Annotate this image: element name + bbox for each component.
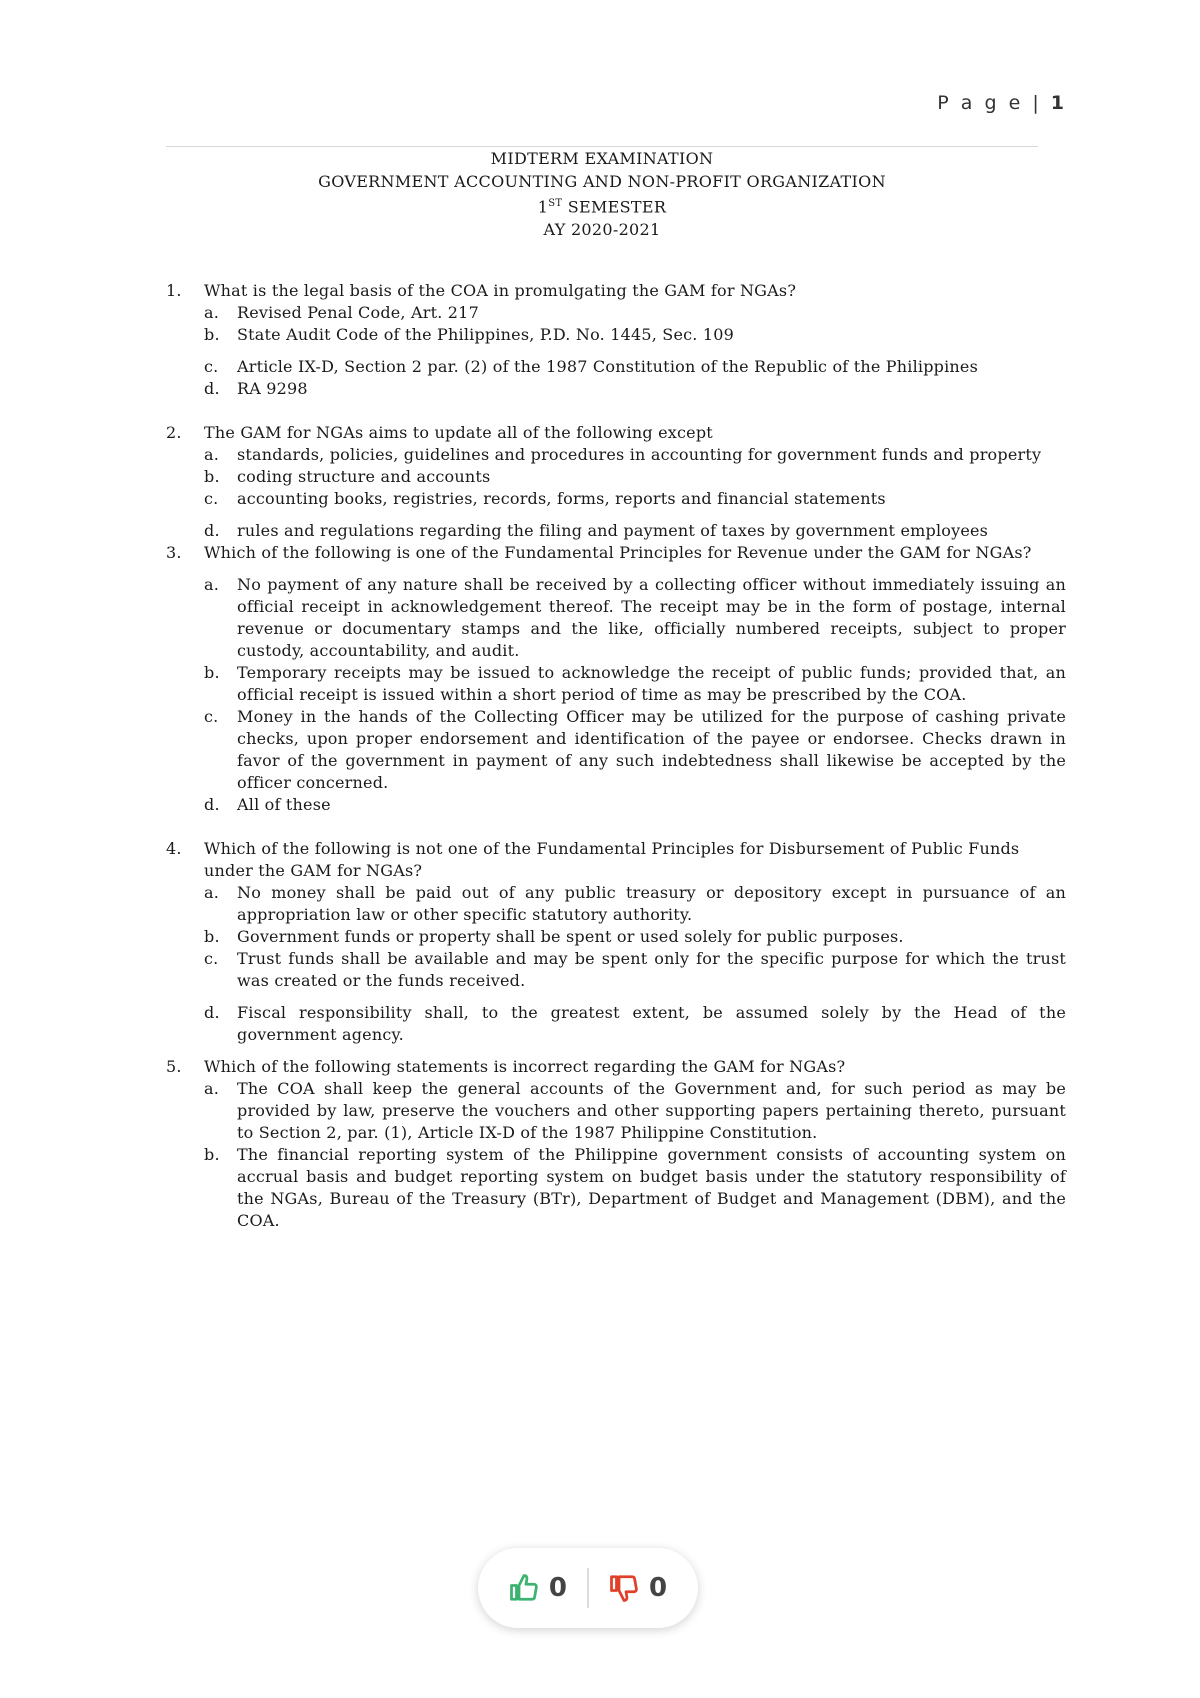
option-text: Fiscal responsibility shall, to the greatest extent, be assumed solely by the Head of the government agency. xyxy=(237,1003,1066,1044)
question-number: 1. xyxy=(166,281,182,300)
option-letter: a. xyxy=(204,303,220,322)
option-text: accounting books, registries, records, forms, reports and financial statements xyxy=(237,489,886,508)
option-text: Article IX-D, Section 2 par. (2) of the 1987 Constitution of the Republic of the Philippines xyxy=(237,357,979,376)
spacer xyxy=(166,400,1066,422)
option-a xyxy=(204,574,1066,662)
option-letter: a. xyxy=(204,575,220,594)
option-a xyxy=(204,1078,1066,1144)
spacer xyxy=(204,992,1066,1002)
option-text: All of these xyxy=(237,795,331,814)
option-b xyxy=(204,662,1066,706)
question-number: 4. xyxy=(166,839,182,858)
option-letter: d. xyxy=(204,795,220,814)
option-c xyxy=(204,356,1066,378)
like-count: 0 xyxy=(548,1573,567,1603)
semester-num: 1 xyxy=(537,197,549,217)
option-letter: b. xyxy=(204,325,220,344)
page-label: P a g e xyxy=(937,92,1024,114)
question-4 xyxy=(166,838,1066,1046)
option-letter: c. xyxy=(204,949,219,968)
option-text: rules and regulations regarding the filing and payment of taxes by government employees xyxy=(237,521,989,540)
option-b xyxy=(204,324,1066,346)
option-letter: a. xyxy=(204,1079,220,1098)
option-letter: a. xyxy=(204,883,220,902)
option-a xyxy=(204,444,1066,466)
page-number: P a g e | 1 xyxy=(937,92,1064,114)
semester-label: SEMESTER xyxy=(562,197,667,217)
option-text: standards, policies, guidelines and procedures in accounting for government funds and property xyxy=(237,445,1042,464)
option-letter: d. xyxy=(204,521,220,540)
exam-header xyxy=(166,148,1038,241)
page-number-value: 1 xyxy=(1050,92,1064,114)
option-letter: b. xyxy=(204,1145,220,1164)
option-text: Temporary receipts may be issued to acknowledge the receipt of public funds; provided that, an official receipt is issued within a short period of time as may be prescribed by the COA. xyxy=(237,663,1066,704)
option-letter: d. xyxy=(204,1003,220,1022)
thumbs-up-icon xyxy=(509,1573,539,1603)
question-text: Which of the following statements is incorrect regarding the GAM for NGAs? xyxy=(204,1057,846,1076)
option-text: The financial reporting system of the Philippine government consists of accounting system on accrual basis and budget reporting system on budget basis under the statutory responsibility of the NGAs, Bureau of the Treasury (BTr), Department of Budget and Management (DBM), and the COA. xyxy=(237,1145,1066,1230)
spacer xyxy=(204,346,1066,356)
option-b xyxy=(204,1144,1066,1232)
question-text: The GAM for NGAs aims to update all of the following except xyxy=(204,423,713,442)
option-c xyxy=(204,488,1066,510)
option-text: Trust funds shall be available and may be spent only for the specific purpose for which the trust was created or the funds received. xyxy=(237,949,1066,990)
option-a xyxy=(204,882,1066,926)
spacer xyxy=(204,510,1066,520)
spacer xyxy=(166,816,1066,838)
header-rule xyxy=(166,146,1038,147)
academic-year: AY 2020-2021 xyxy=(543,219,661,239)
option-d xyxy=(204,1002,1066,1046)
option-text: No money shall be paid out of any public treasury or depository except in pursuance of an appropriation law or other specific statutory authority. xyxy=(237,883,1066,924)
option-d xyxy=(204,520,1066,542)
option-text: State Audit Code of the Philippines, P.D. No. 1445, Sec. 109 xyxy=(237,325,734,344)
question-2 xyxy=(166,422,1066,542)
option-letter: c. xyxy=(204,357,219,376)
spacer xyxy=(166,1046,1066,1056)
option-letter: b. xyxy=(204,927,220,946)
question-number: 5. xyxy=(166,1057,182,1076)
exam-title: MIDTERM EXAMINATION xyxy=(490,149,714,168)
feedback-bar xyxy=(478,1548,698,1628)
option-b xyxy=(204,926,1066,948)
thumbs-down-icon xyxy=(609,1573,639,1603)
option-a xyxy=(204,302,1066,324)
option-c xyxy=(204,948,1066,992)
option-text: Money in the hands of the Collecting Officer may be utilized for the purpose of cashing private checks, upon proper endorsement and identification of the payee or endorsee. Checks drawn in favor of the government in payment of any such indebtedness shall likewise be accepted by the officer concerned. xyxy=(237,707,1066,792)
semester xyxy=(166,193,1038,219)
option-text: coding structure and accounts xyxy=(237,467,491,486)
question-5 xyxy=(166,1056,1066,1232)
option-text: Government funds or property shall be spent or used solely for public purposes. xyxy=(237,927,904,946)
question-text: What is the legal basis of the COA in promulgating the GAM for NGAs? xyxy=(204,281,797,300)
option-c xyxy=(204,706,1066,794)
dislike-button[interactable] xyxy=(589,1573,687,1603)
questions xyxy=(166,280,1066,1232)
like-button[interactable] xyxy=(489,1573,587,1603)
option-letter: b. xyxy=(204,663,220,682)
option-d xyxy=(204,794,1066,816)
option-d xyxy=(204,378,1066,400)
option-letter: c. xyxy=(204,489,219,508)
question-number: 3. xyxy=(166,543,182,562)
option-b xyxy=(204,466,1066,488)
question-text: Which of the following is not one of the Fundamental Principles for Disbursement of Public Funds under the GAM for NGAs? xyxy=(204,839,1020,880)
spacer xyxy=(204,564,1066,574)
option-letter: b. xyxy=(204,467,220,486)
option-text: The COA shall keep the general accounts of the Government and, for such period as may be provided by law, preserve the vouchers and other supporting papers pertaining thereto, pursuant to Section 2, par. (1), Article IX-D of the 1987 Philippine Constitution. xyxy=(237,1079,1066,1142)
option-letter: c. xyxy=(204,707,219,726)
question-number: 2. xyxy=(166,423,182,442)
question-3 xyxy=(166,542,1066,816)
option-text: RA 9298 xyxy=(237,379,308,398)
option-text: Revised Penal Code, Art. 217 xyxy=(237,303,479,322)
option-text: No payment of any nature shall be received by a collecting officer without immediately issuing an official receipt in acknowledgement thereof. The receipt may be in the form of postage, internal revenue or documentary stamps and the like, officially numbered receipts, subject to proper custody, accountability, and audit. xyxy=(237,575,1066,660)
course-title: GOVERNMENT ACCOUNTING AND NON-PROFIT ORGANIZATION xyxy=(318,171,886,191)
question-text: Which of the following is one of the Fundamental Principles for Revenue under the GAM for NGAs? xyxy=(204,543,1032,562)
semester-sup: ST xyxy=(548,198,563,209)
option-letter: d. xyxy=(204,379,220,398)
question-1 xyxy=(166,280,1066,400)
option-letter: a. xyxy=(204,445,220,464)
dislike-count: 0 xyxy=(649,1573,668,1603)
